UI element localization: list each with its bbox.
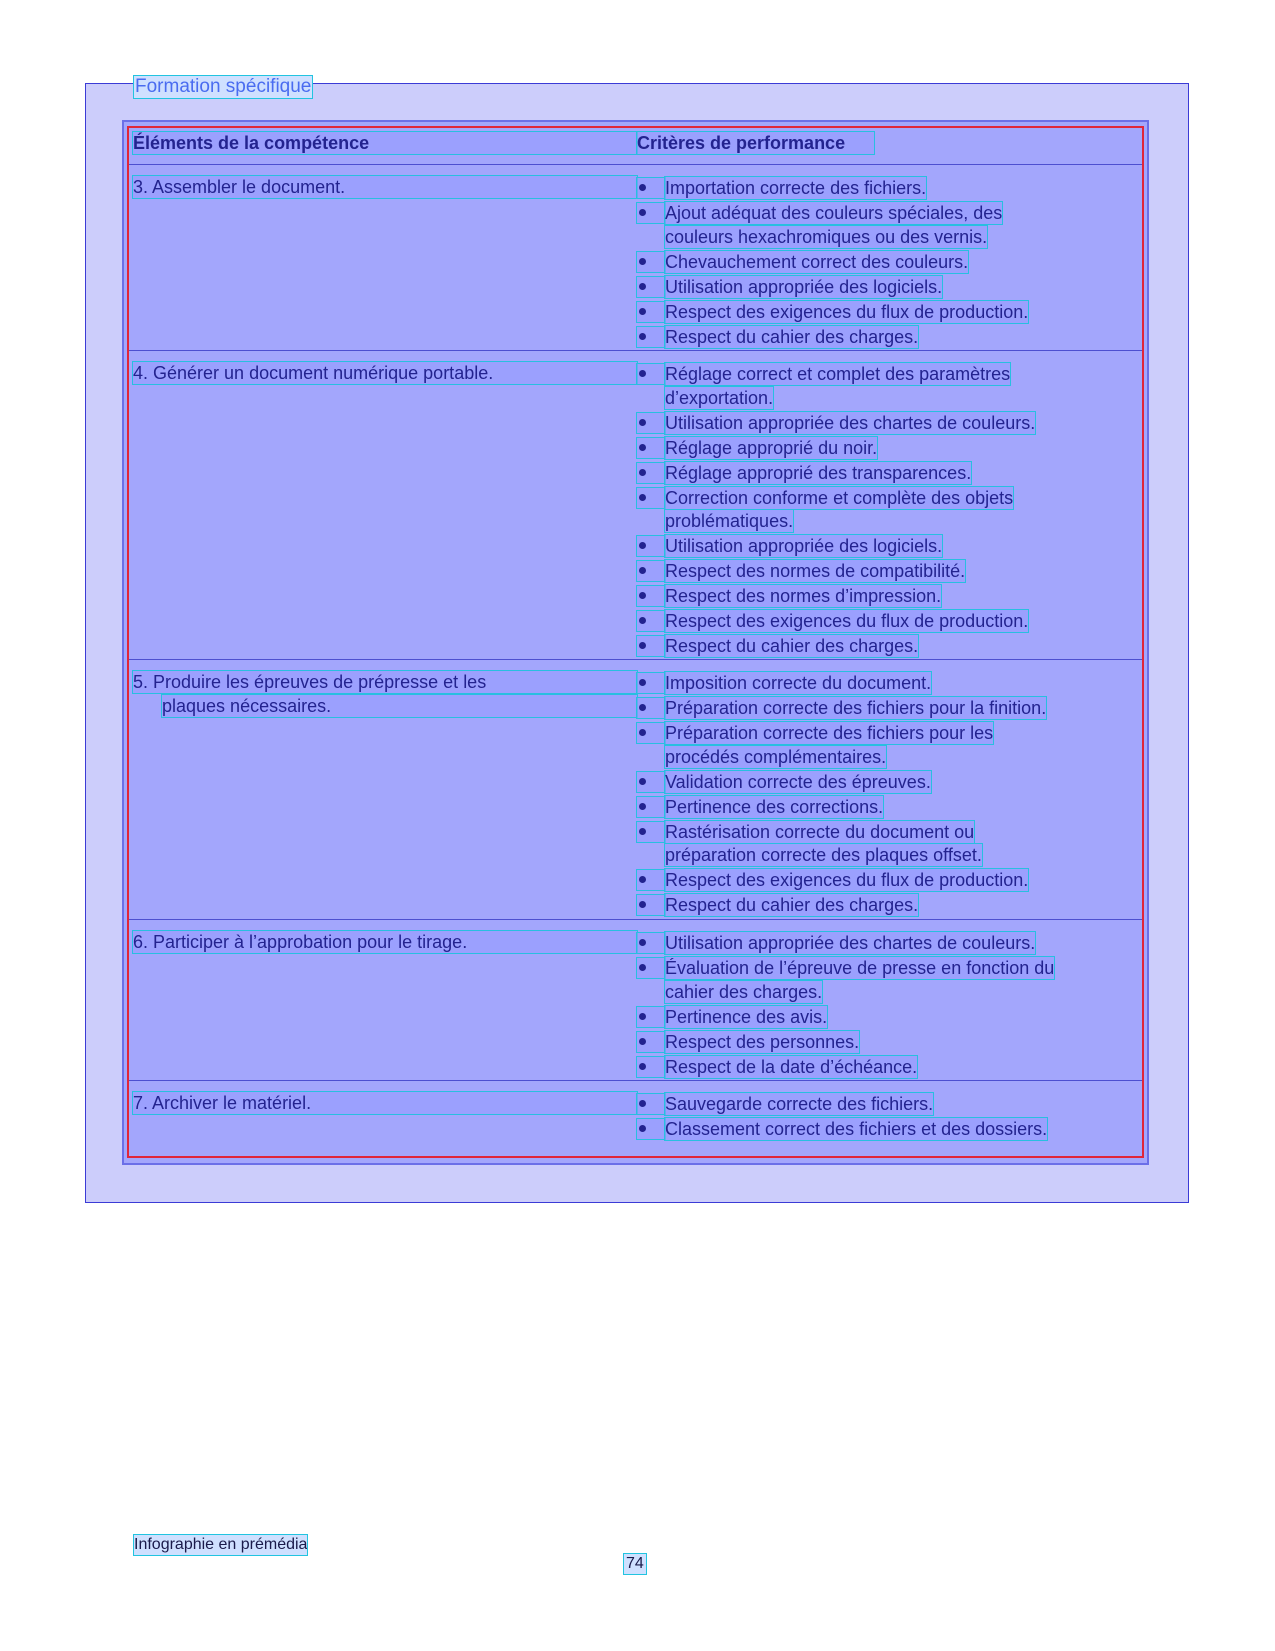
performance-criterion: couleurs hexachromiques ou des vernis. (665, 226, 988, 247)
bullet-icon (637, 463, 665, 483)
bullet-icon (637, 895, 665, 915)
bullet-icon (637, 772, 665, 792)
performance-criterion: Correction conforme et complète des objets (665, 487, 1014, 508)
bullet-icon (637, 933, 665, 953)
competence-table-border (127, 126, 1144, 1158)
performance-criterion: préparation correcte des plaques offset. (665, 845, 982, 865)
performance-criterion: problématiques. (665, 511, 794, 531)
bullet-icon (637, 277, 665, 297)
performance-criterion: Pertinence des corrections. (665, 796, 884, 817)
performance-criterion: Validation correcte des épreuves. (665, 771, 931, 792)
bullet-icon (637, 561, 665, 581)
competence-element: 7. Archiver le matériel. (133, 1092, 637, 1114)
performance-criterion: Utilisation appropriée des chartes de couleurs. (665, 933, 1036, 953)
bullet-icon (637, 488, 665, 508)
performance-criterion: procédés complémentaires. (665, 746, 887, 767)
performance-criterion: Importation correcte des fichiers. (665, 178, 927, 198)
bullet-icon (637, 536, 665, 556)
performance-criterion: Respect du cahier des charges. (665, 636, 919, 656)
bullet-icon (637, 1094, 665, 1114)
row-separator (129, 919, 1142, 920)
performance-criterion: Réglage correct et complet des paramètres (665, 364, 1011, 384)
bullet-icon (637, 1119, 665, 1139)
performance-criterion: Utilisation appropriée des logiciels. (665, 536, 943, 556)
performance-criterion: Classement correct des fichiers et des dossiers. (665, 1119, 1048, 1139)
performance-criterion: cahier des charges. (665, 981, 823, 1002)
competence-element: 5. Produire les épreuves de prépresse et les (133, 671, 637, 693)
performance-criterion: Imposition correcte du document. (665, 673, 932, 693)
header-elements: Éléments de la compétence (133, 132, 637, 154)
row-separator (129, 164, 1142, 165)
performance-criterion: Évaluation de l’épreuve de presse en fonction du (665, 958, 1055, 978)
performance-criterion: Pertinence des avis. (665, 1006, 828, 1027)
performance-criterion: Respect des exigences du flux de production. (665, 301, 1029, 322)
competence-element: 3. Assembler le document. (133, 176, 637, 198)
page-title: Formation spécifique (135, 76, 312, 97)
performance-criterion: Réglage approprié du noir. (665, 437, 878, 458)
competence-element: plaques nécessaires. (162, 695, 637, 717)
bullet-icon (637, 413, 665, 433)
performance-criterion: Respect des personnes. (665, 1031, 860, 1052)
bullet-icon (637, 252, 665, 272)
row-separator (129, 659, 1142, 660)
bullet-icon (637, 203, 665, 223)
performance-criterion: Rastérisation correcte du document ou (665, 821, 975, 842)
bullet-icon (637, 958, 665, 978)
bullet-icon (637, 1007, 665, 1027)
bullet-icon (637, 438, 665, 458)
bullet-icon (637, 870, 665, 890)
row-separator (129, 1080, 1142, 1081)
bullet-icon (637, 1032, 665, 1052)
bullet-icon (637, 611, 665, 631)
bullet-icon (637, 797, 665, 817)
performance-criterion: Préparation correcte des fichiers pour les (665, 723, 994, 743)
header-criteria: Critères de performance (637, 132, 874, 154)
footer-title: Infographie en prémédia (134, 1536, 308, 1553)
performance-criterion: Respect des normes d’impression. (665, 586, 942, 606)
bullet-icon (637, 698, 665, 718)
performance-criterion: Utilisation appropriée des logiciels. (665, 276, 943, 297)
performance-criterion: d’exportation. (665, 387, 774, 408)
bullet-icon (637, 1057, 665, 1077)
bullet-icon (637, 327, 665, 347)
competence-element: 4. Générer un document numérique portable. (133, 362, 637, 384)
page-number: 74 (626, 1555, 644, 1572)
performance-criterion: Respect de la date d’échéance. (665, 1056, 918, 1077)
performance-criterion: Réglage approprié des transparences. (665, 462, 972, 483)
performance-criterion: Utilisation appropriée des chartes de couleurs. (665, 412, 1036, 433)
bullet-icon (637, 673, 665, 693)
performance-criterion: Respect des normes de compatibilité. (665, 561, 966, 581)
performance-criterion: Respect du cahier des charges. (665, 326, 919, 347)
performance-criterion: Respect des exigences du flux de production. (665, 870, 1029, 890)
performance-criterion: Chevauchement correct des couleurs. (665, 251, 969, 272)
row-separator (129, 350, 1142, 351)
performance-criterion: Respect des exigences du flux de production. (665, 611, 1029, 631)
performance-criterion: Ajout adéquat des couleurs spéciales, des (665, 203, 1003, 223)
bullet-icon (637, 822, 665, 842)
bullet-icon (637, 636, 665, 656)
competence-element: 6. Participer à l’approbation pour le tirage. (133, 931, 637, 953)
bullet-icon (637, 302, 665, 322)
performance-criterion: Préparation correcte des fichiers pour la finition. (665, 698, 1047, 718)
bullet-icon (637, 364, 665, 384)
bullet-icon (637, 723, 665, 743)
performance-criterion: Respect du cahier des charges. (665, 895, 919, 915)
bullet-icon (637, 586, 665, 606)
bullet-icon (637, 178, 665, 198)
performance-criterion: Sauvegarde correcte des fichiers. (665, 1094, 934, 1114)
